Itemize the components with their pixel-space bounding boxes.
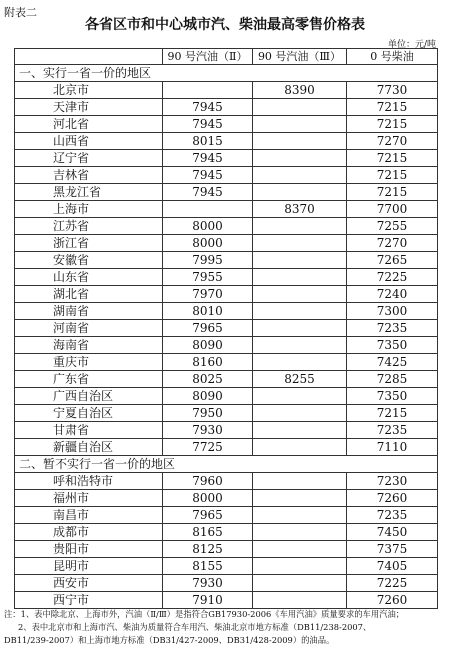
gasoline-ii-price: 8160 (163, 354, 253, 371)
diesel-price: 7450 (347, 524, 438, 541)
table-row (15, 133, 438, 150)
table-row (15, 575, 438, 592)
region-name: 河南省 (15, 320, 163, 337)
gasoline-iii-price (253, 116, 347, 133)
table-row (15, 592, 438, 609)
diesel-price: 7235 (347, 422, 438, 439)
gasoline-ii-price: 7945 (163, 116, 253, 133)
gasoline-ii-price: 8155 (163, 558, 253, 575)
gasoline-iii-price (253, 473, 347, 490)
gasoline-ii-price: 8025 (163, 371, 253, 388)
region-name: 上海市 (15, 201, 163, 218)
diesel-price: 7375 (347, 541, 438, 558)
gasoline-iii-price: 8390 (253, 82, 347, 99)
gasoline-iii-price: 8370 (253, 201, 347, 218)
table-row (15, 507, 438, 524)
table-row (15, 184, 438, 201)
gasoline-iii-price (253, 269, 347, 286)
region-name: 广西自治区 (15, 388, 163, 405)
header-diesel: 0 号柴油 (347, 49, 438, 65)
region-name: 西安市 (15, 575, 163, 592)
table-row (15, 269, 438, 286)
gasoline-ii-price: 7945 (163, 184, 253, 201)
gasoline-ii-price: 8000 (163, 490, 253, 507)
diesel-price: 7225 (347, 575, 438, 592)
region-name: 天津市 (15, 99, 163, 116)
table-row (15, 524, 438, 541)
diesel-price: 7700 (347, 201, 438, 218)
region-name: 浙江省 (15, 235, 163, 252)
attachment-label: 附表二 (4, 6, 37, 19)
gasoline-ii-price: 8090 (163, 337, 253, 354)
gasoline-iii-price (253, 286, 347, 303)
gasoline-iii-price (253, 524, 347, 541)
gasoline-ii-price: 7970 (163, 286, 253, 303)
header-region (15, 49, 163, 65)
gasoline-ii-price: 7960 (163, 473, 253, 490)
gasoline-iii-price (253, 422, 347, 439)
page-title: 各省区市和中心城市汽、柴油最高零售价格表 (85, 17, 365, 33)
diesel-price: 7240 (347, 286, 438, 303)
region-name: 昆明市 (15, 558, 163, 575)
gasoline-ii-price: 7950 (163, 405, 253, 422)
gasoline-ii-price: 7945 (163, 167, 253, 184)
diesel-price: 7225 (347, 269, 438, 286)
diesel-price: 7405 (347, 558, 438, 575)
table-row (15, 371, 438, 388)
table-row (15, 422, 438, 439)
region-name: 贵阳市 (15, 541, 163, 558)
gasoline-ii-price: 7955 (163, 269, 253, 286)
table-row (15, 541, 438, 558)
diesel-price: 7350 (347, 388, 438, 405)
region-name: 山东省 (15, 269, 163, 286)
gasoline-ii-price: 8010 (163, 303, 253, 320)
diesel-price: 7730 (347, 82, 438, 99)
gasoline-iii-price (253, 337, 347, 354)
diesel-price: 7235 (347, 507, 438, 524)
table-row (15, 82, 438, 99)
table-row (15, 405, 438, 422)
table-body (15, 65, 438, 609)
gasoline-iii-price (253, 439, 347, 456)
table-row (15, 286, 438, 303)
gasoline-iii-price (253, 184, 347, 201)
table-row (15, 167, 438, 184)
diesel-price: 7425 (347, 354, 438, 371)
gasoline-ii-price: 8165 (163, 524, 253, 541)
footnote-1: 注：1、表中除北京、上海市外，汽油（Ⅱ/Ⅲ）是指符合GB17930-2006《车用汽油》质量要求的车用汽油； (4, 609, 405, 619)
diesel-price: 7230 (347, 473, 438, 490)
table-row (15, 558, 438, 575)
gasoline-iii-price (253, 507, 347, 524)
diesel-price: 7215 (347, 116, 438, 133)
region-name: 广东省 (15, 371, 163, 388)
diesel-price: 7110 (347, 439, 438, 456)
section-row (15, 456, 438, 473)
table-row (15, 388, 438, 405)
gasoline-iii-price (253, 490, 347, 507)
region-name: 安徽省 (15, 252, 163, 269)
gasoline-iii-price (253, 99, 347, 116)
table-row (15, 439, 438, 456)
region-name: 湖北省 (15, 286, 163, 303)
diesel-price: 7215 (347, 99, 438, 116)
section-heading: 二、暂不实行一省一价的地区 (15, 456, 438, 473)
region-name: 成都市 (15, 524, 163, 541)
header-gasoline-iii: 90 号汽油（Ⅲ） (253, 49, 347, 65)
diesel-price: 7265 (347, 252, 438, 269)
gasoline-iii-price (253, 575, 347, 592)
diesel-price: 7235 (347, 320, 438, 337)
region-name: 湖南省 (15, 303, 163, 320)
gasoline-ii-price: 8090 (163, 388, 253, 405)
table-row (15, 490, 438, 507)
region-name: 新疆自治区 (15, 439, 163, 456)
diesel-price: 7350 (347, 337, 438, 354)
table-row (15, 252, 438, 269)
gasoline-ii-price: 8000 (163, 218, 253, 235)
gasoline-iii-price (253, 150, 347, 167)
diesel-price: 7215 (347, 150, 438, 167)
gasoline-iii-price (253, 133, 347, 150)
gasoline-iii-price (253, 592, 347, 609)
diesel-price: 7270 (347, 235, 438, 252)
gasoline-iii-price (253, 320, 347, 337)
gasoline-iii-price (253, 354, 347, 371)
diesel-price: 7300 (347, 303, 438, 320)
price-table (14, 48, 438, 609)
table-row (15, 354, 438, 371)
header-gasoline-ii: 90 号汽油（Ⅱ） (163, 49, 253, 65)
diesel-price: 7270 (347, 133, 438, 150)
section-heading: 一、实行一省一价的地区 (15, 65, 438, 82)
region-name: 呼和浩特市 (15, 473, 163, 490)
gasoline-iii-price: 8255 (253, 371, 347, 388)
diesel-price: 7215 (347, 167, 438, 184)
section-row (15, 65, 438, 82)
region-name: 北京市 (15, 82, 163, 99)
table-row (15, 150, 438, 167)
table-header-row (15, 49, 438, 65)
region-name: 海南省 (15, 337, 163, 354)
gasoline-iii-price (253, 405, 347, 422)
table-row (15, 303, 438, 320)
footnote-2: 2、表中北京市和上海市汽、柴油为质量符合车用汽、柴油北京市地方标准（DB11/238-2007、 (18, 622, 372, 632)
region-name: 甘肃省 (15, 422, 163, 439)
gasoline-ii-price: 7910 (163, 592, 253, 609)
gasoline-ii-price: 7945 (163, 99, 253, 116)
diesel-price: 7260 (347, 592, 438, 609)
table-row (15, 473, 438, 490)
gasoline-iii-price (253, 541, 347, 558)
gasoline-ii-price: 8015 (163, 133, 253, 150)
gasoline-iii-price (253, 252, 347, 269)
region-name: 宁夏自治区 (15, 405, 163, 422)
diesel-price: 7260 (347, 490, 438, 507)
gasoline-ii-price: 7995 (163, 252, 253, 269)
table-row (15, 337, 438, 354)
region-name: 南昌市 (15, 507, 163, 524)
region-name: 吉林省 (15, 167, 163, 184)
table-row (15, 218, 438, 235)
footnote-2-continued: DB11/239-2007）和上海市地方标准（DB31/427-2009、DB31/428-2009）的油品。 (4, 635, 335, 645)
region-name: 辽宁省 (15, 150, 163, 167)
gasoline-iii-price (253, 558, 347, 575)
region-name: 福州市 (15, 490, 163, 507)
gasoline-ii-price: 7965 (163, 507, 253, 524)
gasoline-iii-price (253, 167, 347, 184)
diesel-price: 7255 (347, 218, 438, 235)
gasoline-ii-price: 7930 (163, 575, 253, 592)
gasoline-ii-price: 7965 (163, 320, 253, 337)
table-row (15, 201, 438, 218)
diesel-price: 7215 (347, 184, 438, 201)
gasoline-ii-price: 8125 (163, 541, 253, 558)
footnotes (4, 608, 446, 647)
gasoline-ii-price (163, 82, 253, 99)
gasoline-iii-price (253, 388, 347, 405)
region-name: 江苏省 (15, 218, 163, 235)
unit-label: 单位：元/吨 (387, 40, 436, 50)
table-row (15, 320, 438, 337)
gasoline-ii-price (163, 201, 253, 218)
gasoline-ii-price: 7945 (163, 150, 253, 167)
gasoline-ii-price: 7725 (163, 439, 253, 456)
gasoline-iii-price (253, 218, 347, 235)
table-row (15, 99, 438, 116)
table-row (15, 116, 438, 133)
region-name: 山西省 (15, 133, 163, 150)
diesel-price: 7285 (347, 371, 438, 388)
gasoline-iii-price (253, 303, 347, 320)
gasoline-ii-price: 8000 (163, 235, 253, 252)
gasoline-iii-price (253, 235, 347, 252)
diesel-price: 7215 (347, 405, 438, 422)
region-name: 河北省 (15, 116, 163, 133)
gasoline-ii-price: 7930 (163, 422, 253, 439)
region-name: 黑龙江省 (15, 184, 163, 201)
region-name: 西宁市 (15, 592, 163, 609)
table-row (15, 235, 438, 252)
region-name: 重庆市 (15, 354, 163, 371)
